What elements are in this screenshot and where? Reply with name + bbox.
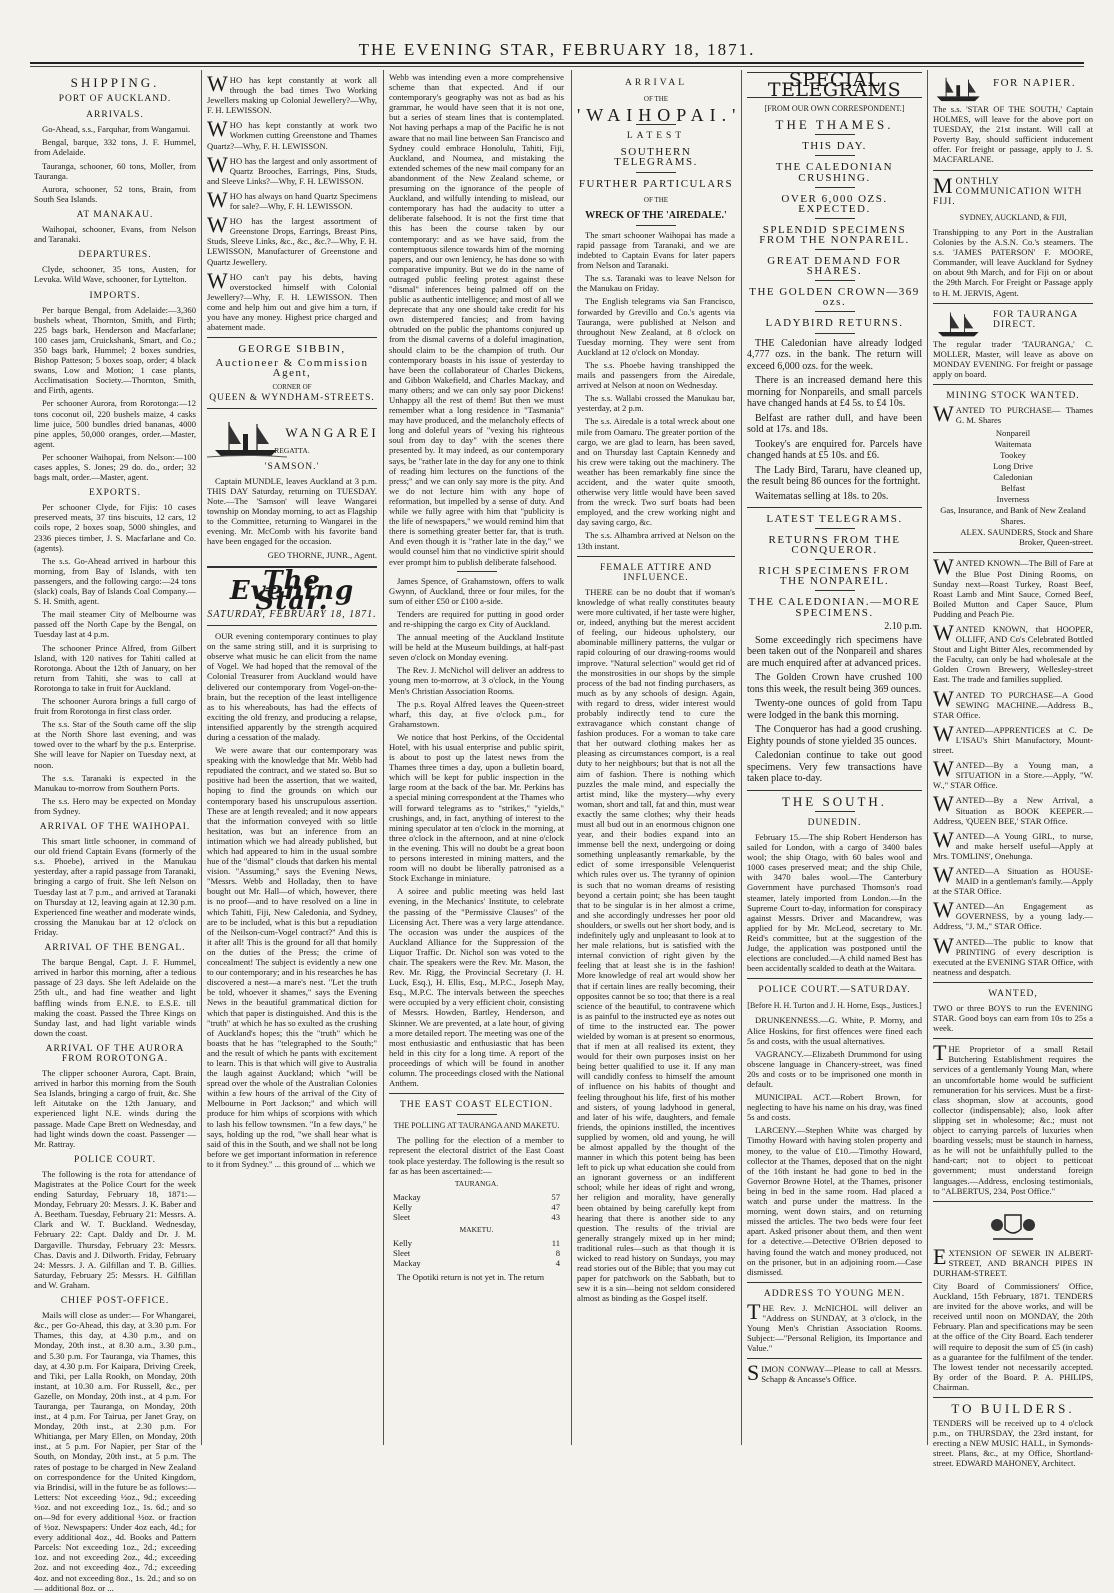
sibbin-address: QUEEN & WYNDHAM-STREETS. — [209, 392, 375, 403]
police-paragraph: VAGRANCY.—Elizabeth Drummond for using obscene language in Chancery-street, was fined 20s and costs or to be imprisoned one month in default. — [747, 1048, 922, 1089]
wanted-ad: WANTED—A Young GIRL, to nurse, and make herself useful—Apply at Mrs. TOMLINS', Onehunga. — [933, 826, 1093, 861]
monthly-text: Transhipping to any Port in the Australian Colonies by the A.S.N. Co.'s steamers. The s.s. 'JAMES PATERSON' F. MOORE, Commander, will leave Auckland for Sydney on about 9th March, and for Fiji on or about the 29th March. For Freight or Passage apply to H. M. JERVIS, Agent. — [933, 226, 1093, 298]
telegram-time: 2.10 p.m. — [884, 620, 922, 632]
lewisson-ad: WHO has the largest and only assortment of Quartz Brooches, Earrings, Pins, Studs, and Sleeve Links?—Why, F. H. LEWISSON. — [207, 151, 377, 186]
sewer-text: City Board of Commissioners' Office, Auckland, 15th February, 1871. TENDERS are invited for the above works, and will be received until noon on MONDAY, the 20th February. Plan and specifications may be seen at the office of the City Board. Each tenderer will require to deposit the sum of £5 (in cash) as a guarantee for the fulfilment of the tender. The lowest tender not necessarily accepted. By order of the Board. P. A. PHILIPS, Chairman. — [933, 1280, 1093, 1392]
sewer-heading: EXTENSION OF SEWER IN ALBERT-STREET, AND BRANCH PIPES IN DURHAM-STREET. — [933, 1243, 1093, 1278]
column-rule — [571, 70, 572, 1445]
candidate-name: Mackay — [393, 1258, 421, 1269]
poll-row — [389, 1202, 564, 1212]
arrival-item: Go-Ahead, s.s., Farquhar, from Wangamui. — [42, 124, 191, 135]
mining-list-item: Waitemata — [994, 439, 1032, 450]
arrival-item: Aurora, schooner, 52 tons, Brain, from South Sea Islands. — [34, 183, 196, 204]
lewisson-ad: WHO has kept constantly at work two Workmen cutting Greenstone and Thames Quartz?—Why, F. H. LEWISSON. — [207, 116, 377, 151]
column-waihopai — [577, 72, 742, 1444]
maketu-poll-table — [389, 1238, 564, 1268]
notice-item: The Rev. J. McNichol will deliver an address to young men to-morrow, at 3 o'clock, in the Young Men's Christian Association Rooms. — [389, 665, 564, 696]
mining-list-item: Caledonian — [993, 472, 1033, 483]
divider — [815, 811, 855, 812]
exports-heading: EXPORTS. — [88, 488, 142, 499]
wanted-ad: WANTED TO PURCHASE—A Good SEWING MACHINE.—Address B., STAR Office. — [933, 685, 1093, 720]
thames-paragraph: THE Caledonian have already lodged 4,777 ozs. in the bank. The return will exceed 6,000 ozs. for the week. — [747, 337, 922, 372]
vote-count: 4 — [555, 1258, 560, 1269]
napier-heading: FOR NAPIER. — [993, 77, 1077, 89]
special-telegrams-heading: SPECIAL TELEGRAMS — [747, 72, 922, 98]
import-item: Per barque Bengal, from Adelaide:—3,360 bushels wheat, Thornton, Smith, and Firth; 225 bags bark, Henderson and Macfarlane; 100 cases jam, Cruickshank, Smart, and Co.; 350 bags bark, Hummel; 2 boxes sundries, Bishop Patteson; 5 boxes soap, order; 4 black swans, Low and Motion; 1 case plants, Acclimatisation Society.—Thornton, Smith, and Firth, agents. — [34, 304, 196, 396]
mining-list-item: Gas, Insurance, and Bank of New Zealand Shares. — [940, 505, 1086, 527]
female-attire-heading: FEMALE ATTIRE AND INFLUENCE. — [600, 562, 712, 583]
news-item: The s.s. Taranaki is expected in the Manukau to-morrow from Southern Ports. — [34, 772, 196, 793]
vote-count: 8 — [555, 1248, 560, 1259]
south-heading: THE SOUTH. — [781, 793, 888, 809]
this-day-heading: THIS DAY. — [802, 140, 867, 153]
golden-crown-heading: THE GOLDEN CROWN—369 ozs. — [749, 286, 920, 309]
lewisson-ad: WHO has the largest assortment of Greenstone Drops, Earrings, Breast Pins, Studs, Sleeve Links, &c., &c., &c.?—Why, F. H. LEWISSON, Manufacturer of Greenstone and Quartz Jewellery. — [207, 212, 377, 267]
opotiki-text: The Opotiki return is not yet in. The return — [397, 1271, 545, 1282]
notice-item: James Spence, of Grahamstown, offers to walk Gwynn, of Auckland, three or four miles, for the sum of either £50 or £100 a-side. — [389, 575, 564, 606]
departures-heading: DEPARTURES. — [78, 250, 152, 261]
poll-row — [389, 1212, 564, 1222]
wanted-ad: WANTED—APPRENTICES at C. De L'ISAU's Shirt Manufactory, Mount-street. — [933, 720, 1093, 756]
news-item: The schooner Aurora brings a full cargo of fruit from Rorotonga in first class order. — [34, 695, 196, 717]
thames-paragraph: There is an increased demand here this morning for Nonpareils, and small parcels have changed hands at £4 5s. to £4 10s. — [747, 375, 922, 409]
divider — [933, 1038, 1093, 1039]
wanted-ad: WANTED—The public to know that PRINTING of every description is executed at the EVENING STAR Office, with neatness and despatch. — [933, 932, 1093, 977]
divider — [636, 172, 676, 173]
sibbin-role: Auctioneer & Commission Agent, — [215, 357, 369, 380]
sibbin-name: GEORGE SIBBIN, — [238, 343, 346, 356]
arrival-item: Tauranga, schooner, 60 tons, Moller, from Tauranga. — [34, 160, 196, 181]
election-subheading: THE POLLING AT TAURANGA AND MAKETU. — [393, 1121, 560, 1131]
news-item: The s.s. Go-Ahead arrived in harbour this morning, from Bay of Islands, with ten passengers, and the following cargo:—24 tons (slack) coals, Bay of Islands Coal Company.—S. H. Smith, agent. — [34, 555, 196, 607]
wreck-paragraph: The s.s. Airedale is a total wreck about one mile from Oamaru. The greater portion of the cargo, we are glad to learn, has been saved, and on Thursday last Captain Kennedy and his crew were taking out the machinery. The weather has been remarkably fine since the accident, and the water quite smooth, otherwise very little would have been saved from the wreck. Two surf boats had been employed, and the crew working night and day saving cargo, &c. — [577, 416, 735, 528]
post-office-heading: CHIEF POST-OFFICE. — [60, 1296, 170, 1307]
correspondent-note: [FROM OUR OWN CORRESPONDENT.] — [764, 104, 905, 114]
thames-paragraph: Tookey's are enquired for. Parcels have changed hands at £5 10s. and £6. — [747, 438, 922, 461]
divider — [747, 507, 922, 508]
vote-count: 43 — [551, 1212, 560, 1223]
poll-row — [389, 1238, 564, 1248]
notice-item: A soiree and public meeting was held last evening, in the Mechanics' Institute, to celebrate the passing of the "Permissive Clauses" of the Licensing Act. There was a very large attendance. The occasion was under the auspices of the Auckland Alliance for the Suppression of the Liquor Traffic. Dr. Nichol son was voted to the chair. The speakers were the Rev. Mr. Mason, the Rev. Mr. Rigg, the Provincial Secretary (J. H. Luck, Esq.), H. Ellis, Esq., M.P.C., Joseph May, Esq., M.P.C. The intervals between the speeches were occupied by a very efficient choir, consisting of Messrs. Howden, Bartley, Henderson, and Skinner. We are prevented, at a late hour, of giving a more detailed report. The meeting was one of the most enthusiastic and enthusiastic that has been held in this city for a long time. A report of the proceedings of which will be found in another column. The proceedings closed with the National Anthem. — [389, 886, 564, 1089]
tauranga-poll-table — [389, 1192, 564, 1222]
wanted-ad: WANTED—A Situation as HOUSE-MAID in a gentleman's family.—Apply at the STAR Office. — [933, 861, 1093, 897]
sibbin-corner: CORNER OF — [272, 383, 312, 392]
column-editorial — [207, 72, 377, 1444]
column-shipping — [34, 72, 196, 1593]
divider — [207, 337, 377, 338]
candidate-name: Mackay — [393, 1191, 421, 1202]
column-classifieds — [933, 72, 1093, 1469]
wreck-heading: WRECK OF THE 'AIREDALE.' — [585, 209, 727, 221]
returns-heading: RETURNS FROM THE CONQUEROR. — [768, 534, 901, 557]
samson-text: Captain MUNDLE, leaves Auckland at 3 p.m. THIS DAY Saturday, returning on TUESDAY. Note.—The 'Samson' will leave Wangarei township on Monday morning, to act as Flagship to the Committee, returning to Wangarei in the evening. Mr. McComb with his favorite band have been engaged for the occasion. — [207, 475, 377, 547]
napier-text: The s.s. 'STAR OF THE SOUTH,' Captain HOLMES, will leave for the above port on TUESDAY, the 21st instant. Will call at Poverty Bay, should sufficient inducement offer. For freight or passage, apply to J. S. MACFARLANE. — [933, 104, 1093, 165]
dunedin-heading: DUNEDIN. — [807, 817, 862, 828]
divider — [747, 1358, 922, 1359]
mining-list-item: Tookey — [1000, 450, 1026, 461]
police-before: [Before H. H. Turton and J. H. Horne, Esqs., Justices.] — [747, 1001, 922, 1011]
latest-paragraph: Caledonian continue to take out good specimens. Very few transactions have taken place to-day. — [747, 750, 922, 785]
column-rule — [741, 70, 742, 1445]
wanted-ad: WANTED KNOWN—The Bill of Fare at the Blue Post Dining Rooms, on Sunday next—Roast Turkey, Roast Beef, Roast Lamb and Mint Sauce, Corned Beef, Boiled Mutton and Caper Sauce, Plum Pudding and Peach Pie. — [933, 554, 1093, 619]
tauranga-poll-heading: TAURANGA. — [454, 1178, 499, 1188]
thames-paragraph: The Lady Bird, Tararu, have cleaned up, the result being 86 ounces for the fortnight. — [747, 464, 922, 487]
import-item: Per schooner Waihopai, from Nelson:—100 cases apples, S. Jones; 29 do. do., order; 32 bags malt, order.—Master, agent. — [34, 451, 196, 483]
column-telegrams — [747, 69, 922, 1444]
vote-count: 57 — [551, 1191, 560, 1202]
divider — [933, 1397, 1093, 1398]
wanted-ad: WANTED—An Engagement as GOVERNESS, by a young lady.—Address, "J. M.," STAR Office. — [933, 897, 1093, 932]
arrival-heading: ARRIVAL — [625, 78, 687, 88]
divider — [815, 218, 855, 219]
police-court-heading: POLICE COURT.—SATURDAY. — [758, 985, 911, 996]
of-the-label: OF THE — [643, 195, 669, 204]
builders-text: TENDERS will be received up to 4 o'clock p.m., on THURSDAY, the 23rd instant, for erecting a NEW MUSIC HALL, in Symonds-street. Plans, &c., at my Office, Shortland-street. EDWARD MAHONEY, Architect. — [933, 1418, 1093, 1469]
butcher-ad: THE Proprietor of a small Retail Butchering Establishment requires the services of a gentlemanly Young Man, where an uncomfortable home would be sufficient remuneration for his services. Must be a first-class shopman, slow at accounts, good collector (indispensable); also, look after slipping set in wholesome; &c.; must not object to carrying parcels of luxuries when boarding vessels; must be staunch in harness, as he will not be unfaithfully pulled to the hand-cart; not to object to petticoat government; must understand foreign languages.—Address, enclosing testimonials, to "ALBERTUS, 234, Post Office." — [933, 1040, 1093, 1196]
mining-text: WANTED TO PURCHASE— Thames G. M. Shares — [933, 401, 1093, 427]
candidate-name: Sleet — [393, 1212, 411, 1223]
samson-heading: 'SAMSON.' — [264, 461, 320, 472]
divider — [815, 333, 855, 334]
samson-signature: GEO THORNE, JUNR., Agent. — [267, 549, 377, 560]
candidate-name: Sleet — [393, 1248, 411, 1259]
thames-heading: THE THAMES. — [775, 117, 894, 133]
shipping-heading: SHIPPING. — [70, 75, 160, 90]
lewisson-ad: WHO has always on hand Quartz Specimens for sale?—Why, F. H. LEWISSON. — [207, 186, 377, 212]
poll-row — [389, 1192, 564, 1202]
of-the-label: OF THE — [643, 95, 669, 104]
boys-text: TWO or three BOYS to run the EVENING STAR. Good boys can earn from 10s to 25s a week. — [933, 1003, 1093, 1034]
latest-paragraph: Twenty-one ounces of gold from Tapu were lodged in the bank this morning. — [747, 698, 922, 721]
divider — [815, 134, 855, 135]
lewisson-ad: WHO can't pay his debts, having overstocked himself with Colonial Jewellery?—Why, F. H. LEWISSON. Then come and help him out and give him a turn, if you have any money. Highest price charged and abatement made. — [207, 267, 377, 333]
divider — [747, 978, 922, 979]
police-paragraph: MUNICIPAL ACT.—Robert Brown, for neglecting to have his name on his dray, was fined 5s and costs. — [747, 1092, 922, 1123]
mining-signature: ALEX. SAUNDERS, Stock and Share Broker, Queen-street. — [960, 527, 1093, 548]
wreck-paragraph: The English telegrams via San Francisco, forwarded by Grevillo and Co.'s agents via Tauranga, were published at Nelson and throughout New Zealand, at 8 o'clock on Tuesday morning. They were sent from Auckland at 12 o'clock on Monday. — [577, 296, 735, 357]
latest-heading: LATEST — [626, 131, 686, 142]
wreck-paragraph: The s.s. Wallabi crossed the Manukau bar, yesterday, at 2 p.m. — [577, 393, 735, 414]
builders-heading: TO BUILDERS. — [951, 1401, 1075, 1416]
candidate-name: Kelly — [393, 1238, 413, 1249]
divider — [747, 1282, 922, 1283]
divider — [815, 249, 855, 250]
editorial-continued: Webb was intending even a more comprehensive scheme than that expected. And if our contemporary's geography was not as bad as his grammar, he would have seen that it is not one, but a series of steam lines that is contemplated. Not having perhaps a map of the Pacific he is not aware that no mail line between San Francisco and Sydney could embrace Honolulu, Tahiti, Fiji, Auckland, and Noumea, and mistaking the extended schemes of the new mail company for an abandonment of the New Zealand scheme, or presuming on the ignorance of the people of Auckland, and wilfully intending to mislead, our contemporary has had the audacity to utter a deliberate falsehood. It is not the first time that this has been the course taken by our contemporary: and as we have said, from the contemptuous silence towards him of the morning papers, and our own leniency, he has done so with comparative impunity. But we do in the name of outraged public feeling protest against these "dismal" inferences being palmed off on the public as authentic intelligence; and most of all we deprecate that any one should take credit for his own distempered fancies; and from having obtruded on the public the phantoms conjured up from the dismal caverns of a doleful imagination, should claim to be the champion of truth. Our contemporary boasts in his issue of yesterday to have been the collaborateur of Charles Dickens, and Gibbon Wakefield, and Charles Mackay, and many others; and we can only say poor Dickens! Unhappy all the rest of them! But then we must remember what a long residence in "Tasmania" may have produced, and the melancholy effects of long and doleful years of "vexing his righteous soul from day to day" with the scenes there presented by. It may indeed, as our contemporary says, be "rather late in the day for any one to think of reading him lectures on the functions of the press;" and we can only say more is the pity. And we do not lecture him with any hope of reformation, but impelled by a sense of duty. And while we fully agree with him that "publicity is the life of newspapers," we would remind him that there is something greater better far, that is truth. And even though it is "rather late in the day," we would counsel him that no vindictive spirit should ever prompt him to publish deliberate falsehood. — [389, 72, 564, 567]
column-notices — [389, 72, 564, 1444]
wreck-paragraph: The s.s. Taranaki was to leave Nelson for the Manukau on Friday. — [577, 273, 735, 294]
divider — [933, 1201, 1093, 1202]
divider — [933, 303, 1093, 304]
divider — [815, 311, 855, 312]
mining-list-item: Nonpareil — [995, 428, 1031, 439]
rich-heading: RICH SPECIMENS FROM THE NONPAREIL. — [758, 565, 911, 588]
mining-list-item: Long Drive — [993, 461, 1033, 472]
port-heading: PORT OF AUCKLAND. — [58, 94, 172, 105]
waihopai-heading: ARRIVAL OF THE WAIHOPAI. — [39, 822, 191, 832]
divider — [933, 552, 1093, 553]
notice-item: We notice that host Perkins, of the Occidental Hotel, with his usual enterprise and public spirit, is about to post up the latest news from the Thames three times a day, upon a bulletin board, which will be kept for public inspection in the large room at the back of the bar. Mr. Perkins has a special mining correspondent at the Thames who will forward telegrams as to "strikes," "yields," crushings, and, in fact, anything of interest to the mining speculator at ten o'clock in the morning, at three o'clock in the afternoon, and at nine o'clock in the evening. This will no doubt be a great boon to persons interested in mining matters, and the room will no doubt be liberally patronised as a Stock Exchange in miniature. — [389, 731, 564, 884]
wreck-paragraph: The s.s. Phoebe having transhipped the mails and passengers from the Airedale, arrived at Nelson at noon on Wednesday. — [577, 359, 735, 391]
divider — [933, 982, 1093, 983]
masthead-title: THE EVENING STAR, FEBRUARY 18, 1871. — [358, 40, 756, 59]
news-item: The s.s. Star of the South came off the slip at the North Shore last evening, and was towed over to the wharf by the p.s. Enterprise. She will leave for Napier on Tuesday next, at noon. — [34, 719, 196, 770]
departures-text: Clyde, schooner, 35 tons, Austen, for Levuka. Wild Wave, schooner, for Lyttelton. — [34, 264, 196, 285]
news-item: The schooner Prince Alfred, from Gilbert Island, with 120 natives for Tahiti called at Rorotonga. About the 12th of January, on her return from Tahiti, she was to call at Rorotonga to take in fruit for Auckland. — [34, 642, 196, 693]
female-attire-text: THERE can be no doubt that if woman's knowledge of what really constitutes beauty were more cultivated, if her taste were higher, or, indeed, anything but the merest accident of feeling, our hideous upholstery, our abominable millinery patterns, the vulgar or rapid colouring of our drawing-rooms would improve. "Natural selection" would get rid of the monstrosities in our shops by the simple process of the bad not finding purchasers, as much as by any schools of design. Again, with regard to dress, wider interest would probably indirectly tend to cure the extravagance which constant change of fashion produces. For a woman to take care that her outward clothing makes her as pleasing as circumstances comport, is a real duty to her neighbours; but that is not all the aim of fashion. There is nothing which puzzles the male mind, and especially the artist mind, like the mystery—why every woman, short and tall, fat and thin, must wear exactly the same clothes; why their heads must all bud out in an enormous chignon one year, and their bodies expand into an immense bell the next, undergoing or doing something unpleasantly remarkable, by the edict of some irresponsible Velenquerist which rules over us. The tyranny of opinion is such that no woman dreams of resisting beyond a certain point; she has been taught that to be singular is in her almost a crime, and she accordingly undresses her poor old shoulders, or swells out her short body, and is indefinitely ugly and unpleasant to look at to her male relations, but is satisfied with the internal conviction of right given by the feeling that at least she is in the fashion! More knowledge of real art would show her that if certain lines are really becoming, their opposites cannot be so too; that there is a real science of the beautiful, to contravene which is as painful to the instructed eye as notes out of time to the instructed ear. The power wielded by woman is at present so enormous, that if men at all realised its extent, they would for their own purposes insist on her being better qualified to use it. If any man will candidly confess to himself the amount of influence on his habits of thought and feeling throughout his life, first of his mother and sisters, of young ladyhood in general, and later of his wife, daughters, and female friends, the opinions instilled, the incentives supplied by women, old and young, he will be almost appalled by the thought of the manner in which this potent being has been left to pick up what education she could from an ignorant governess or an indifferent school; while her ideas of right and wrong, her religion and morality, have generally been obtained by being carefully kept from hearing that there is another side to any question. The results of the trivial are generally strangely mixed up in her mind; traditional rules—such as that though it is wicked to read history on Sundays, you may read stories out of the Bible; that you may cut paper for patchwork on the Sabbath, but to sew it is a sin—being not seldom considered almost as binding as the Gospel itself. — [577, 586, 735, 1304]
arrivals-heading: ARRIVALS. — [86, 110, 144, 121]
column-rule — [201, 70, 202, 1445]
caledonian-heading: THE CALEDONIAN CRUSHING. — [775, 161, 894, 184]
bengal-heading: ARRIVAL OF THE BENGAL. — [44, 943, 186, 954]
divider — [815, 528, 855, 529]
police-heading: POLICE COURT. — [74, 1154, 156, 1165]
latest-telegrams-heading: LATEST TELEGRAMS. — [766, 513, 903, 525]
manakau-heading: AT MANAKAU. — [76, 209, 154, 220]
top-rule — [30, 62, 1084, 64]
southern-telegrams-heading: SOUTHERN TELEGRAMS. — [614, 146, 698, 169]
over-heading: OVER 6,000 OZS. EXPECTED. — [781, 192, 888, 215]
vote-count: 11 — [551, 1238, 560, 1249]
divider — [933, 170, 1093, 171]
top-rule-thin — [30, 66, 1084, 67]
divider — [933, 384, 1093, 385]
dateline: SATURDAY, FEBRUARY 18, 1871. — [207, 608, 377, 620]
divider — [389, 1093, 564, 1094]
import-item: Per schooner Aurora, from Rorotonga:—12 tons coconut oil, 220 bushels maize, 4 casks lime juice, 500 bundles dried bananas, 4000 pine apples, 50,000 oranges, order.—Master, agent. — [34, 398, 196, 449]
police-paragraph: LARCENY.—Stephen White was charged by Timothy Howard with having stolen property and money, to the value of £10.—Timothy Howard, collector at the Thames, deposed that on the night of the 16th instant he had gone to bed in the Governor Browne Hotel, at the Thames, prisoner being in bed in the same room. Had placed a watch and purse under the mattress. In the morning, went down stairs, and on returning missed the articles. The two beds were four feet apart. Asked prisoner about them, and then went for a detective.—Detective O'Brien deposed to having found the watch and money produced, not on the prisoner, but in an adjoining room.—Case dismissed. — [747, 1125, 922, 1277]
splendid-heading: SPLENDID SPECIMENS FROM THE NONPAREIL. — [759, 223, 910, 246]
boys-heading: WANTED, — [988, 988, 1038, 999]
latest-paragraph: The Conqueror has had a good crushing. Eighty pounds of stone yielded 35 ounces. — [747, 724, 922, 747]
thames-paragraph: Belfast are rather dull, and have been sold at 17s. and 18s. — [747, 412, 922, 435]
mining-list-item: Belfast — [1000, 483, 1026, 494]
police-text: The following is the rota for attendance of Magistrates at the Police Court for the week ending Saturday, February 18, 1871:— Monday, February 20: Messrs. J. K. Baber and A. Beetham. Tuesday, February 21: Messrs. A. Clark and W. T. Buckland. Wednesday, February 22: Capt. Daldy and Dr. J. M. Dargaville. Thursday, February 23: Messrs. Chas. Davis and J. Dilworth. Friday, February 24: Messrs. J. A. Gilfillan and T. B. Gillies. Saturday, February 25: Messrs. H. Gilfillan and W. Graham. — [34, 1168, 196, 1290]
notice-item: The annual meeting of the Auckland Institute will be held at the Museum buildings, at half-past seven o'clock on Monday evening. — [389, 632, 564, 663]
lewisson-ad: WHO has kept constantly at work all through the bad times Two Working Jewellers making up Colonial Jewellery?—Why, F. H. LEWISSON. — [207, 71, 377, 116]
coat-of-arms-icon — [983, 1207, 1043, 1245]
steamship-icon — [933, 72, 989, 104]
latest-paragraph: Some exceedingly rich specimens have been taken out of the Nonpareil and shares are much enquired after at advanced prices. — [747, 634, 922, 669]
wreck-paragraph: The s.s. Alhambra arrived at Nelson on the 13th instant. — [577, 530, 735, 551]
poll-row — [389, 1258, 564, 1268]
editorial-paragraph: OUR evening contemporary continues to play on the same string still, and it is surprising to observe what music he can elicit from the name of Vogel. We had hoped that the removal of the Colonial Treasurer from Auckland would have delivered our contemporary from Vogel-on-the-brain, but the reception of the least intelligence as to his whereabouts, has had the effects of exciting the old frenzy, and producing a relapse, intensified apparently by the strength acquired during a cessation of the malady. — [207, 631, 377, 742]
police-paragraph: DRUNKENNESS.—G. White, P. Morny, and Alice Hoskins, for first offences were fined each 5s and costs, with the usual alternatives. — [747, 1015, 922, 1046]
masthead — [0, 0, 1114, 62]
divider — [815, 590, 855, 591]
wreck-paragraph: The smart schooner Waihopai has made a rapid passage from Taranaki, and we are indebted to Captain Evans for later papers from Nelson and Taranaki. — [577, 229, 735, 271]
paper-nameplate: The Evening Star. — [229, 565, 355, 616]
further-particulars-heading: FURTHER PARTICULARS — [578, 177, 734, 190]
vote-count: 47 — [551, 1201, 560, 1212]
imports-heading: IMPORTS. — [89, 290, 141, 301]
thames-paragraph: Waitematas selling at 18s. to 20s. — [755, 490, 889, 502]
manakau-item: Waihopai, schooner, Evans, from Nelson and Taranaki. — [34, 224, 196, 245]
mining-list — [933, 428, 1093, 527]
maketu-poll-heading: MAKETU. — [459, 1225, 494, 1235]
post-office-text: Mails will close as under:— For Whangarei, &c., per Go-Ahead, this day, at 3.30 p.m. For Thames, this day, at 4.30 p.m., and on Monday, 20th inst., at 8.30 a.m., 3.30 p.m., and 5.30 p.m. For Tauranga, via Thames, this day, at 4.30 p.m. For Kaipara, Driving Creek, and Tiki, per Lalla Rookh, on Monday, 20th instant, at 10.30 a.m. For Russell, &c., per Gazelle, on Monday, 20th inst., at 4 p.m. For Tauranga, per Tauranga, on Monday, 20th inst., at 4 p.m. For Tairua, per Janet Gray, on Monday, 20th inst., at 2.30 p.m. For Whitianga, per Mary Ellen, on Monday, 20th inst., at 5 p.m. For Napier, per Star of the South, on Monday, 20th inst., at 5 p.m. The rates of postage to be charged in New Zealand on correspondence for the United Kingdom, via Brindisi, will in the future be as follows:—Letters: Not exceeding ½oz., 9d.; exceeding ½oz. and not exceeding 1oz., 1s. 6d.; and so on—9d for every additional ½oz. or fraction of ½oz. Newspapers: Under 4oz each, 4d.; for every additional 4oz., 4d. Books and Pattern Parcels: Not exceeding 1oz., 2d.; exceeding 1oz. and not exceeding 2oz., 4d.; exceeding 2oz. and not exceeding 4oz., 7d.; exceeding 4oz. and not exceeding 8oz., 1s. 2d.; and so on — additional 8oz. or ... — [34, 1310, 196, 1593]
notice-item: The p.s. Royal Alfred leaves the Queen-street wharf, this day, at five o'clock p.m., for Grahamstown. — [389, 698, 564, 729]
column-rule — [927, 70, 928, 1445]
wanted-ad: WANTED—By a New Arrival, a Situation as BOOK KEEPER.—Address, 'QUEEN BEE,' STAR Office. — [933, 791, 1093, 826]
monthly-subheading: SYDNEY, AUCKLAND, & FIJI, — [959, 212, 1067, 222]
election-heading: THE EAST COAST ELECTION. — [400, 1100, 553, 1111]
notice-item: Tenders are required for putting in good order and re-shipping the cargo ex City of Auckland. — [389, 608, 564, 629]
schooner-icon — [933, 309, 989, 339]
divider — [457, 1114, 497, 1115]
divider — [207, 625, 377, 626]
great-demand-heading: GREAT DEMAND FOR SHARES. — [767, 255, 902, 278]
editorial-paragraph: We were aware that our contemporary was speaking with the knowledge that Mr. Webb had repudiated the contract, and we stated so. But so positive had been the assertion, that we waited, hoping to find the grounds on which our contemporary based his unscrupulous assertion. These are at length revealed; and it now appears that the information conveyed with so little hesitation, was but an inference from an intimation which we had already published, but which had appeared to him in the usual sombre hue of the "dismal" clouds that darken his mental vision. "Assuming," says the Evening News, "Messrs. Webb and Holladay, then to have bought out Mr. Hall—of which, however, there is no proof—and to have resolved on a line in which Tahiti, Fiji, New Caledonia, and Sydney, are to be included, what is this but a repudiation of the Neilson-cum-Vogel contract?" And this is it after all! This is the ground for all that homily on the duties of the Press; the crime of concealment! The subject is evidently a new one to our contemporary; and in his researches he has discovered a nest—a mare's nest. "Let the truth be told, whoever it shames," says the Evening News in the beautiful grammatical diction for which that paper is distinguished. And this is the "truth" at which he has so exulted as the crushing of Auckland's hopes; this the "truth" which he boasts that he has "telegraphed to the South;" and the result of which he pants with excitement to learn. This is that which will give to Australia the laugh against Auckland; which "will be spread over the whole of the Australian Colonies within a few hours of the arrival of the City of Melbourne in Port Jackson;" and which will produce for him whips of scorpions with which to lash his fellow townsmen. "In a few days," he says, holding up the rod, "we shall hear what is said of this in the South, and we shall not be long before we get important information in reference to it from Sydney." ... this ground of ... which we — [207, 745, 377, 1169]
aurora-heading: ARRIVAL OF THE AURORA FROM ROROTONGA. — [45, 1043, 185, 1064]
candidate-name: Kelly — [393, 1201, 413, 1212]
ladybird-heading: LADYBIRD RETURNS. — [765, 317, 904, 330]
waihopai-text: This smart little schooner, in command of our old friend Captain Evans (formerly of the s.s. Phoebe), arrived in the Manukau yesterday, after a rapid passage from Taranaki, bringing a cargo of fruit. She left Nelson on Tuesday last at 7 p.m., and arrived at Taranaki on Thursday at 12, leaving again at 12.30 p.m. Experienced fine weather and moderate winds, crossing the Manukau bar at 12 o'clock on Friday. — [34, 836, 196, 937]
news-item: The mail steamer City of Melbourne was passed off the North Cape by the Bengal, on Tuesday last at 4 p.m. — [34, 609, 196, 640]
arrival-item: Bengal, barque, 332 tons, J. F. Hummel, from Adelaide. — [34, 137, 196, 158]
divider — [747, 790, 922, 791]
divider — [207, 408, 377, 409]
conway-notice: SIMON CONWAY—Please to call at Messrs. Schapp & Ancasse's Office. — [747, 1360, 922, 1386]
aurora-text: The clipper schooner Aurora, Capt. Brain, arrived in harbor this morning from the South Sea Islands, bringing a cargo of fruit, &c. She left Aitutake on the 12th January, and experienced light N.E. winds during the passage. Made Cape Brett on Wednesday, and had light winds down the coast. Passenger — Mr. Rattray. — [34, 1068, 196, 1149]
divider — [815, 559, 855, 560]
divider — [457, 571, 497, 572]
address-text: THE Rev. J. McNICHOL will deliver an "Address on SUNDAY, at 3 o'clock, in the Young Men's Christian Association Rooms. Subject:—"Personal Religion, its Importance and Value." — [747, 1298, 922, 1354]
wangarei-heading: WANGAREI — [285, 424, 379, 440]
wanted-ad: WANTED KNOWN, that HOOPER, OLLIFF, AND Co's Celebrated Bottled Stout and Light Bitter Ales, recommended by the Faculty, can only be had wholesale at the Golden Crown Brewery, Wellesley-street East. The trade and families supplied. — [933, 620, 1093, 685]
exports-text: Per schooner Clyde, for Fijis: 10 cases preserved meats, 37 tins biscuits, 12 cars, 12 coils rope, 2 boxes soap, 5000 shingles, and 2336 pieces timber, J. S. Macfarlane and Co. (agents). — [34, 502, 196, 553]
divider — [815, 280, 855, 281]
mining-list-item: Inverness — [996, 494, 1030, 505]
poll-row — [389, 1248, 564, 1258]
monthly-heading: MONTHLY COMMUNICATION WITH FIJI. — [933, 172, 1083, 207]
divider — [815, 187, 855, 188]
tauranga-direct-text: The regular trader 'TAURANGA,' C. MOLLER, Master, will leave as above on MONDAY EVENING. For freight or passage apply on board. — [933, 338, 1093, 379]
mining-heading: MINING STOCK WANTED. — [946, 390, 1080, 401]
divider — [636, 225, 676, 226]
caledonian-more-heading: THE CALEDONIAN.—MORE SPECIMENS. — [748, 596, 921, 619]
column-rule — [383, 70, 384, 1445]
wanted-ad: WANTED—By a Young man, a SITUATION in a Store.—Apply, "W. W.," STAR Office. — [933, 756, 1093, 791]
divider — [815, 155, 855, 156]
bengal-text: The barque Bengal, Capt. J. F. Hummel, arrived in harbor this morning, after a tedious passage of 23 days. She left Adelaide on the 25th ult., and had fine weather and light baffling winds from E.N.E. to E.S.E. till making the coast. Passed the Three Kings on Sunday last, and had light variable winds down the coast. — [34, 957, 196, 1038]
wangarei-subheading: REGATTA. — [274, 445, 310, 455]
divider — [577, 556, 735, 557]
south-text: February 15.—The ship Robert Henderson has sailed for London, with a cargo of 3400 bales wool; the ship Otago, with 60 bales wool and 1000 cases preserved meat; and the ship Chile, with 3470 bales wool.—The Canterbury Government have purchased Thomson's road steamer, lately imported from London.—In the Supreme Court to-day, information for conspiracy against Messrs. Driver and Macandrew, was applied for by Mr. McLeod, secretary to Mr. Reid's committee, but at the suggestion of the Judge, the application was postponed until the elections are concluded.—A child named Best has been accidentally scalded to death at the Waitara. — [747, 831, 922, 974]
tauranga-direct-heading: FOR TAURANGA DIRECT. — [993, 309, 1078, 330]
waihopai-heading: 'WAIHOPAI.' — [577, 105, 742, 126]
address-heading: ADDRESS TO YOUNG MEN. — [763, 1288, 906, 1299]
latest-paragraph: The Golden Crown have crushed 100 tons this week, the result being 369 ounces. — [747, 672, 922, 695]
election-text: The polling for the election of a member to represent the electoral district of the East Coast took place yesterday. The following is the result so far as has been ascertained:— — [389, 1135, 564, 1176]
news-item: The s.s. Hero may be expected on Monday from Sydney. — [34, 795, 196, 816]
